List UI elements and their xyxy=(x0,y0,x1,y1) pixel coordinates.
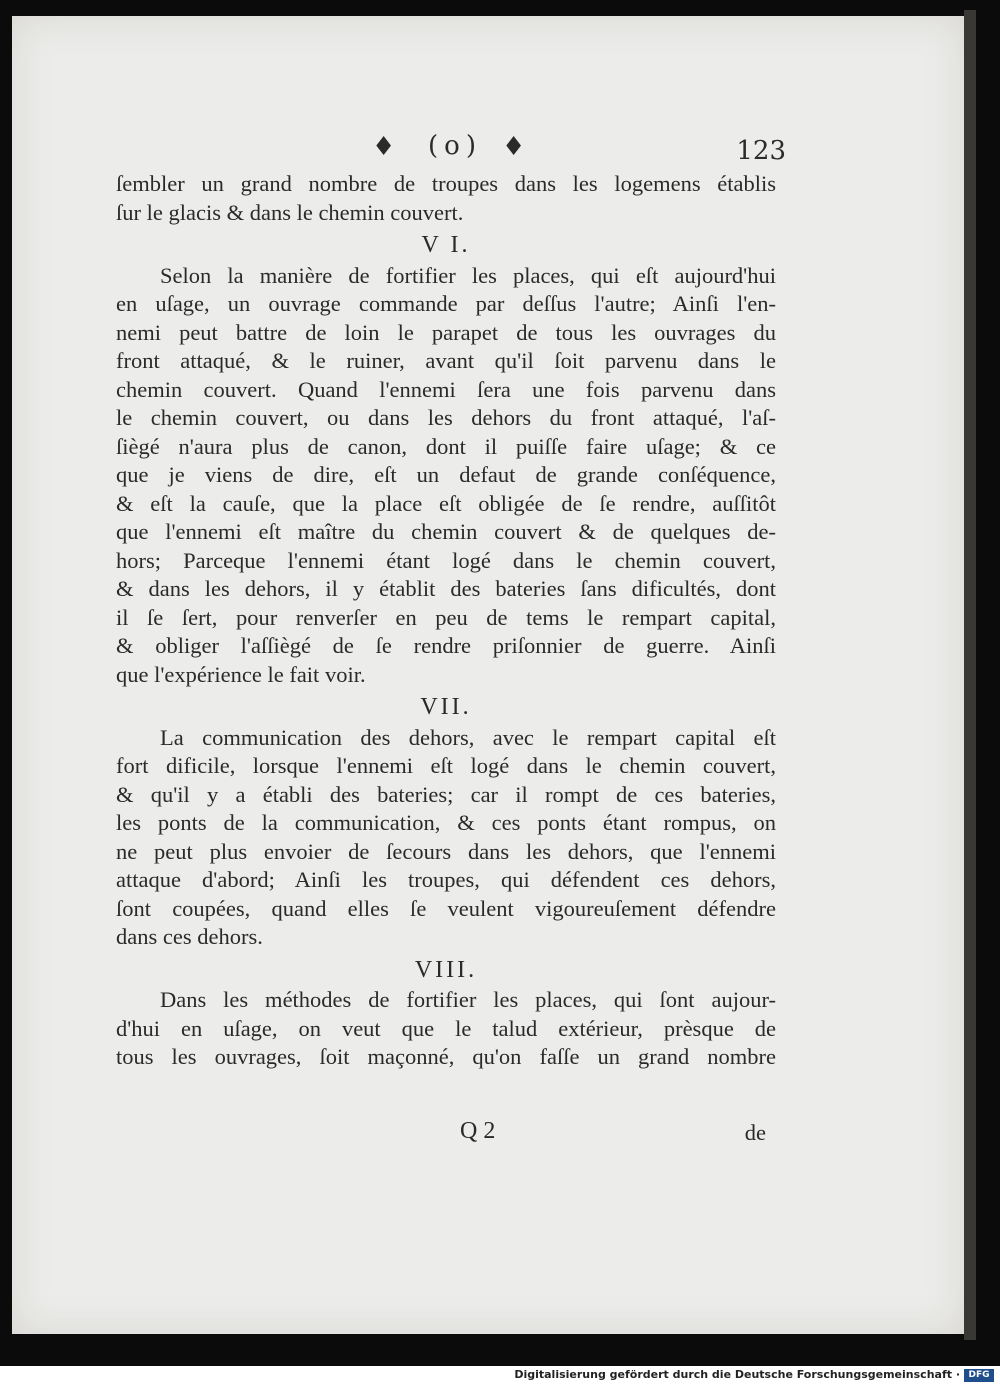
page-footer xyxy=(116,1118,776,1152)
funding-credit: Digitalisierung gefördert durch die Deutsche Forschungsgemeinschaft · xyxy=(514,1368,960,1381)
page-header xyxy=(110,128,790,168)
text-line: ſont coupées, quand elles ſe veulent vigoureuſement défendre xyxy=(116,895,776,921)
text-line: hors; Parceque l'ennemi étant logé dans le chemin couvert, xyxy=(116,547,776,573)
text-line: ſur le glacis & dans le chemin couvert. xyxy=(116,199,464,225)
text-line: que l'ennemi eſt maître du chemin couvert & de quelques de- xyxy=(116,519,776,544)
text-line: Selon la manière de fortifier les places, qui eſt aujourd'hui xyxy=(160,262,776,288)
text-line: front attaqué, & le ruiner, avant qu'il ſoit parvenu dans le xyxy=(116,348,776,373)
text-line: & eſt la cauſe, que la place eſt obligée de ſe rendre, auſſitôt xyxy=(116,490,776,516)
text-line: & qu'il y a établi des bateries; car il rompt de ces bateries, xyxy=(116,781,776,807)
text-line: en uſage, un ouvrage commande par deſſus l'autre; Ainſi l'en- xyxy=(116,291,776,316)
section-heading: VIII. xyxy=(414,956,478,983)
text-line: ne peut plus envoier de ſecours dans les dehors, que l'ennemi xyxy=(116,838,776,864)
text-line: & dans les dehors, il y établit des bateries ſans dificultés, dont xyxy=(116,576,776,601)
signature-mark: (o) xyxy=(428,131,482,161)
signature-mark: Q 2 xyxy=(460,1118,496,1144)
text-line: & obliger l'aſſiègé de ſe rendre priſonnier de guerre. Ainſi xyxy=(116,633,776,658)
page-number: 123 xyxy=(736,136,786,166)
body-text xyxy=(116,170,776,1072)
text-line: La communication des dehors, avec le rempart capital eſt xyxy=(160,724,776,750)
text-line: Dans les méthodes de fortifier les places, qui ſont aujour- xyxy=(160,987,776,1012)
text-line: que je viens de dire, eſt un defaut de grande conſéquence, xyxy=(116,462,776,487)
text-line: fort dificile, lorsque l'ennemi eſt logé dans le chemin couvert, xyxy=(116,753,776,778)
section-heading: V I. xyxy=(421,232,471,258)
text-line: il ſe ſert, pour renverſer en peu de tems le rempart capital, xyxy=(116,604,776,630)
credit-bar xyxy=(0,1366,1000,1386)
text-line: que l'expérience le fait voir. xyxy=(116,661,366,687)
ornament-right-icon: ♦ xyxy=(502,132,526,162)
page-edge xyxy=(964,10,976,1340)
section-heading: VII. xyxy=(420,694,472,720)
text-line: nemi peut battre de loin le parapet de tous les ouvrages du xyxy=(116,319,776,345)
text-line: le chemin couvert, ou dans les dehors du front attaqué, l'aſ- xyxy=(116,405,776,430)
text-line: tous les ouvrages, ſoit maçonné, qu'on faſſe un grand nombre xyxy=(116,1044,776,1069)
text-line: chemin couvert. Quand l'ennemi ſera une fois parvenu dans xyxy=(116,376,776,402)
text-line: dans ces dehors. xyxy=(116,924,263,949)
catchword: de xyxy=(744,1120,766,1145)
dfg-logo-icon: DFG xyxy=(964,1369,994,1382)
text-line: les ponts de la communication, & ces ponts étant rompus, on xyxy=(116,810,776,835)
ornament-left-icon: ♦ xyxy=(372,132,396,162)
text-line: ſiègé n'aura plus de canon, dont il puiſſe faire uſage; & ce xyxy=(116,433,776,459)
text-line: ſembler un grand nombre de troupes dans les logemens établis xyxy=(116,171,776,196)
text-line: d'hui en uſage, on veut que le talud extérieur, prèsque de xyxy=(116,1015,776,1041)
text-line: attaque d'abord; Ainſi les troupes, qui défendent ces dehors, xyxy=(116,867,776,892)
